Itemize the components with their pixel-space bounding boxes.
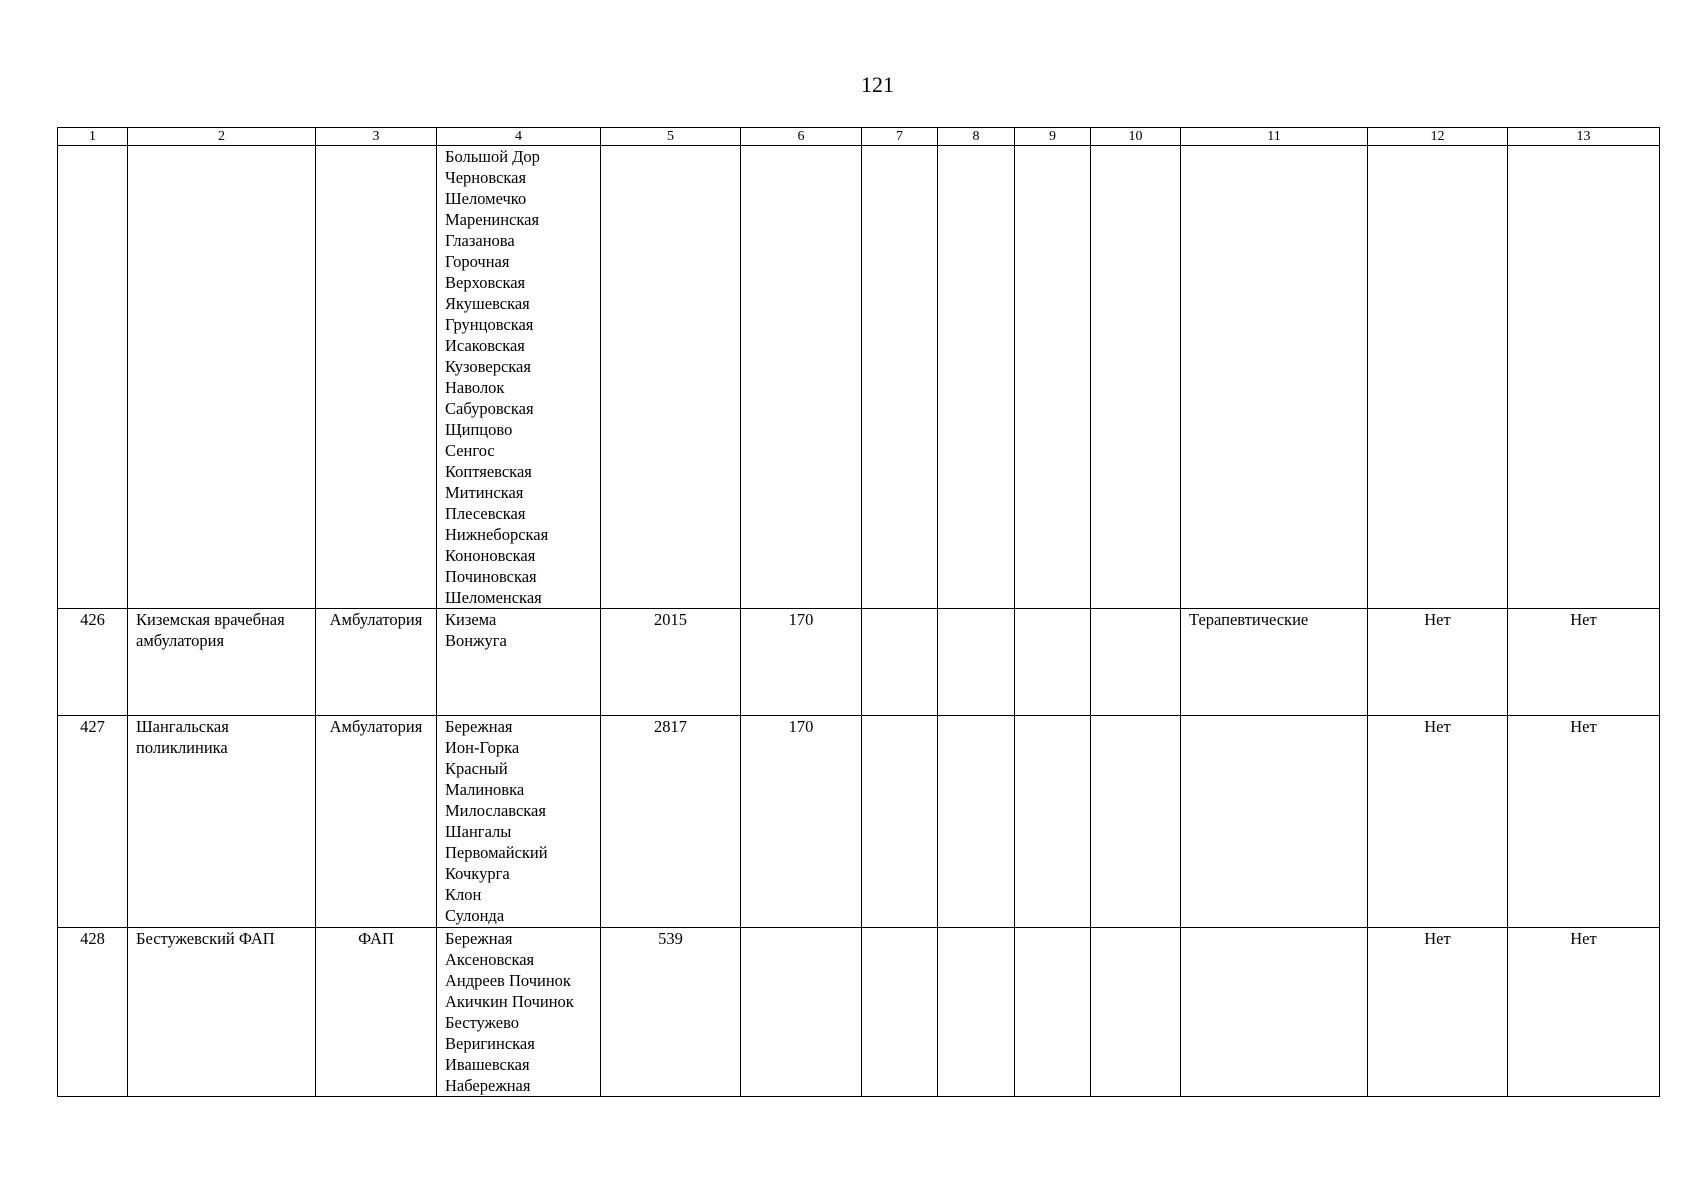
column-10-cell: [1091, 928, 1181, 1097]
header-cell: 13: [1508, 128, 1660, 146]
column-6-cell: [741, 146, 862, 609]
column-7-cell: [862, 928, 938, 1097]
facility-name-cell: [128, 146, 316, 609]
column-11-cell: [1181, 146, 1368, 609]
column-13-cell: Нет: [1508, 609, 1660, 716]
place-name: Красный: [445, 759, 508, 778]
facility-name-cell: Киземская врачебная амбулатория: [128, 609, 316, 716]
place-name: Грунцовская: [445, 315, 534, 334]
table-header-row: [58, 128, 1660, 146]
column-11-cell: Терапевтические: [1181, 609, 1368, 716]
row-number-cell: [58, 146, 128, 609]
place-name: Бестужево: [445, 1013, 519, 1032]
facility-type-cell: Амбулатория: [316, 609, 437, 716]
column-13-cell: Нет: [1508, 716, 1660, 928]
place-name: Акичкин Починок: [445, 992, 574, 1011]
place-name: Верховская: [445, 273, 526, 292]
place-name: Кононовская: [445, 546, 536, 565]
place-name: Плесевская: [445, 504, 526, 523]
places-cell: [437, 928, 601, 1097]
place-name: Черновская: [445, 168, 527, 187]
place-name: Глазанова: [445, 231, 515, 250]
header-cell: 9: [1015, 128, 1091, 146]
column-5-cell: [601, 146, 741, 609]
table-row: [58, 928, 1660, 1097]
place-name: Якушевская: [445, 294, 530, 313]
column-12-cell: [1368, 146, 1508, 609]
place-name: Первомайский: [445, 843, 548, 862]
column-5-cell: 2015: [601, 609, 741, 716]
place-name: Шеломечко: [445, 189, 527, 208]
row-number-cell: 428: [58, 928, 128, 1097]
column-11-cell: [1181, 716, 1368, 928]
place-name: Клон: [445, 885, 482, 904]
place-name: Сабуровская: [445, 399, 534, 418]
column-9-cell: [1015, 928, 1091, 1097]
place-name: Шангалы: [445, 822, 512, 841]
column-7-cell: [862, 146, 938, 609]
place-name: Милославская: [445, 801, 546, 820]
place-name: Бережная: [445, 929, 513, 948]
column-10-cell: [1091, 716, 1181, 928]
column-9-cell: [1015, 146, 1091, 609]
header-cell: 11: [1181, 128, 1368, 146]
header-cell: 6: [741, 128, 862, 146]
column-9-cell: [1015, 609, 1091, 716]
column-12-cell: Нет: [1368, 609, 1508, 716]
header-cell: 3: [316, 128, 437, 146]
header-cell: 10: [1091, 128, 1181, 146]
column-13-cell: [1508, 146, 1660, 609]
column-6-cell: 170: [741, 716, 862, 928]
table-row: [58, 716, 1660, 928]
column-8-cell: [938, 146, 1015, 609]
column-10-cell: [1091, 609, 1181, 716]
header-cell: 12: [1368, 128, 1508, 146]
header-cell: 4: [437, 128, 601, 146]
column-8-cell: [938, 716, 1015, 928]
place-name: Щипцово: [445, 420, 513, 439]
place-name: Нижнеборская: [445, 525, 549, 544]
facility-type-cell: Амбулатория: [316, 716, 437, 928]
header-cell: 5: [601, 128, 741, 146]
place-name: Большой Дор: [445, 147, 540, 166]
column-5-cell: 539: [601, 928, 741, 1097]
column-12-cell: Нет: [1368, 716, 1508, 928]
column-7-cell: [862, 609, 938, 716]
row-number-cell: 427: [58, 716, 128, 928]
facility-name-cell: Бестужевский ФАП: [128, 928, 316, 1097]
place-name: Маренинская: [445, 210, 540, 229]
column-6-cell: 170: [741, 609, 862, 716]
places-cell: [437, 146, 601, 609]
place-name: Ион-Горка: [445, 738, 520, 757]
place-name: Сенгос: [445, 441, 495, 460]
column-6-cell: [741, 928, 862, 1097]
place-name: Сулонда: [445, 906, 505, 925]
facility-type-cell: ФАП: [316, 928, 437, 1097]
column-7-cell: [862, 716, 938, 928]
column-10-cell: [1091, 146, 1181, 609]
header-cell: 8: [938, 128, 1015, 146]
place-name: Горочная: [445, 252, 510, 271]
column-9-cell: [1015, 716, 1091, 928]
place-name: Бережная: [445, 717, 513, 736]
table-row: [58, 609, 1660, 716]
column-5-cell: 2817: [601, 716, 741, 928]
column-12-cell: Нет: [1368, 928, 1508, 1097]
row-number-cell: 426: [58, 609, 128, 716]
place-name: Коптяевская: [445, 462, 532, 481]
header-cell: 7: [862, 128, 938, 146]
place-name: Кузоверская: [445, 357, 531, 376]
column-8-cell: [938, 609, 1015, 716]
place-name: Кизема: [445, 610, 497, 629]
facility-type-cell: [316, 146, 437, 609]
facility-name-cell: Шангальская поликлиника: [128, 716, 316, 928]
place-name: Исаковская: [445, 336, 525, 355]
place-name: Андреев Починок: [445, 971, 571, 990]
place-name: Аксеновская: [445, 950, 535, 969]
facilities-table: [57, 127, 1660, 1097]
table-row: [58, 146, 1660, 609]
place-name: Веригинская: [445, 1034, 535, 1053]
place-name: Вонжуга: [445, 631, 507, 650]
column-13-cell: Нет: [1508, 928, 1660, 1097]
column-11-cell: [1181, 928, 1368, 1097]
header-cell: 2: [128, 128, 316, 146]
place-name: Шеломенская: [445, 588, 542, 607]
place-name: Набережная: [445, 1076, 531, 1095]
header-cell: 1: [58, 128, 128, 146]
place-name: Ивашевская: [445, 1055, 530, 1074]
place-name: Наволок: [445, 378, 505, 397]
places-cell: [437, 609, 601, 716]
column-8-cell: [938, 928, 1015, 1097]
place-name: Кочкурга: [445, 864, 510, 883]
places-cell: [437, 716, 601, 928]
page-number: 121: [861, 72, 894, 97]
place-name: Починовская: [445, 567, 537, 586]
place-name: Малиновка: [445, 780, 525, 799]
place-name: Митинская: [445, 483, 524, 502]
